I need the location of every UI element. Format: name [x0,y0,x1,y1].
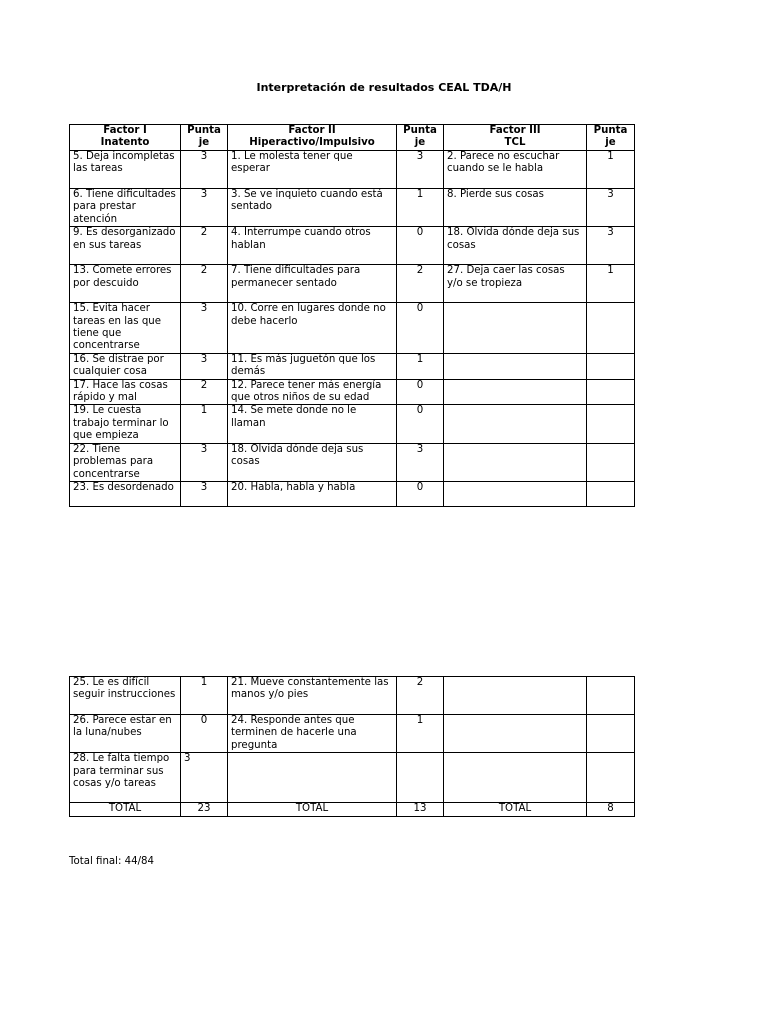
score-factor-2: 3 [397,151,444,189]
score-factor-3 [587,405,635,443]
item-factor-3 [444,753,587,803]
results-table-continued [69,676,635,817]
item-factor-2 [228,753,397,803]
score-factor-3 [587,753,635,803]
item-factor-2: 20. Habla, habla y habla [228,481,397,506]
table-row [70,481,635,506]
item-factor-1: 16. Se distrae por cualquier cosa [70,353,181,379]
score-factor-1: 3 [181,189,228,227]
item-factor-3: 18. Olvida dónde deja sus cosas [444,227,587,265]
header-puntaje-1: Punta je [181,125,228,151]
table-row [70,405,635,443]
item-factor-1: 15. Evita hacer tareas en las que tiene que concentrarse [70,303,181,354]
table-row [70,379,635,405]
item-factor-2: 12. Parece tener más energía que otros niños de su edad [228,379,397,405]
item-factor-2: 3. Se ve inquieto cuando está sentado [228,189,397,227]
item-factor-3 [444,303,587,354]
total-label-factor-3: TOTAL [444,803,587,816]
score-factor-1: 1 [181,677,228,715]
item-factor-1: 22. Tiene problemas para concentrarse [70,443,181,481]
item-factor-1: 28. Le falta tiempo para terminar sus cosas y/o tareas [70,753,181,803]
table-row [70,265,635,303]
item-factor-2: 21. Mueve constantemente las manos y/o pies [228,677,397,715]
item-factor-2: 4. Interrumpe cuando otros hablan [228,227,397,265]
header-puntaje-2: Punta je [397,125,444,151]
score-factor-1: 3 [181,303,228,354]
item-factor-1: 9. Es desorganizado en sus tareas [70,227,181,265]
item-factor-3 [444,379,587,405]
item-factor-2: 24. Responde antes que terminen de hacerle una pregunta [228,715,397,753]
total-value-factor-1: 23 [181,803,228,816]
score-factor-1: 1 [181,405,228,443]
score-factor-2: 3 [397,443,444,481]
score-factor-3 [587,715,635,753]
score-factor-2: 2 [397,265,444,303]
item-factor-1: 26. Parece estar en la luna/nubes [70,715,181,753]
score-factor-1: 3 [181,481,228,506]
score-factor-1: 2 [181,379,228,405]
header-factor-1: Factor I Inatento [70,125,181,151]
header-puntaje-3: Punta je [587,125,635,151]
item-factor-2: 18. Olvida dónde deja sus cosas [228,443,397,481]
item-factor-1: 25. Le es difícil seguir instrucciones [70,677,181,715]
total-value-factor-2: 13 [397,803,444,816]
item-factor-3 [444,677,587,715]
table-row [70,227,635,265]
item-factor-1: 23. Es desordenado [70,481,181,506]
table-row [70,443,635,481]
item-factor-1: 13. Comete errores por descuido [70,265,181,303]
item-factor-2: 11. Es más juguetón que los demás [228,353,397,379]
score-factor-2 [397,753,444,803]
score-factor-1: 3 [181,151,228,189]
item-factor-1: 17. Hace las cosas rápido y mal [70,379,181,405]
score-factor-2: 0 [397,379,444,405]
score-factor-3 [587,481,635,506]
item-factor-3 [444,353,587,379]
item-factor-3 [444,481,587,506]
table-row [70,753,635,803]
item-factor-1: 19. Le cuesta trabajo terminar lo que empieza [70,405,181,443]
score-factor-3: 3 [587,227,635,265]
table-row [70,303,635,354]
score-factor-3: 1 [587,265,635,303]
score-factor-1: 3 [181,353,228,379]
item-factor-2: 10. Corre en lugares donde no debe hacerlo [228,303,397,354]
table-row [70,353,635,379]
score-factor-3 [587,677,635,715]
item-factor-2: 7. Tiene dificultades para permanecer sentado [228,265,397,303]
score-factor-1: 3 [181,753,228,803]
table-row [70,189,635,227]
total-label-factor-1: TOTAL [70,803,181,816]
header-factor-2: Factor II Hiperactivo/Impulsivo [228,125,397,151]
item-factor-3 [444,443,587,481]
results-table [69,124,635,507]
score-factor-3 [587,379,635,405]
score-factor-3: 3 [587,189,635,227]
score-factor-2: 0 [397,481,444,506]
table-row [70,715,635,753]
total-label-factor-2: TOTAL [228,803,397,816]
item-factor-3: 27. Deja caer las cosas y/o se tropieza [444,265,587,303]
final-total: Total final: 44/84 [69,856,155,867]
score-factor-2: 1 [397,189,444,227]
score-factor-1: 3 [181,443,228,481]
score-factor-2: 2 [397,677,444,715]
score-factor-2: 1 [397,353,444,379]
score-factor-1: 2 [181,227,228,265]
table-row [70,677,635,715]
item-factor-3: 2. Parece no escuchar cuando se le habla [444,151,587,189]
item-factor-3 [444,405,587,443]
score-factor-1: 2 [181,265,228,303]
item-factor-1: 6. Tiene dificultades para prestar atención [70,189,181,227]
total-value-factor-3: 8 [587,803,635,816]
document-title: Interpretación de resultados CEAL TDA/H [256,81,512,94]
score-factor-2: 0 [397,405,444,443]
score-factor-3: 1 [587,151,635,189]
score-factor-2: 0 [397,303,444,354]
score-factor-3 [587,303,635,354]
item-factor-2: 1. Le molesta tener que esperar [228,151,397,189]
score-factor-2: 1 [397,715,444,753]
totals-row [70,803,635,816]
score-factor-3 [587,353,635,379]
score-factor-2: 0 [397,227,444,265]
score-factor-1: 0 [181,715,228,753]
score-factor-3 [587,443,635,481]
item-factor-3 [444,715,587,753]
item-factor-2: 14. Se mete donde no le llaman [228,405,397,443]
header-factor-3: Factor III TCL [444,125,587,151]
item-factor-1: 5. Deja incompletas las tareas [70,151,181,189]
header-row [70,125,635,151]
table-row [70,151,635,189]
item-factor-3: 8. Pierde sus cosas [444,189,587,227]
